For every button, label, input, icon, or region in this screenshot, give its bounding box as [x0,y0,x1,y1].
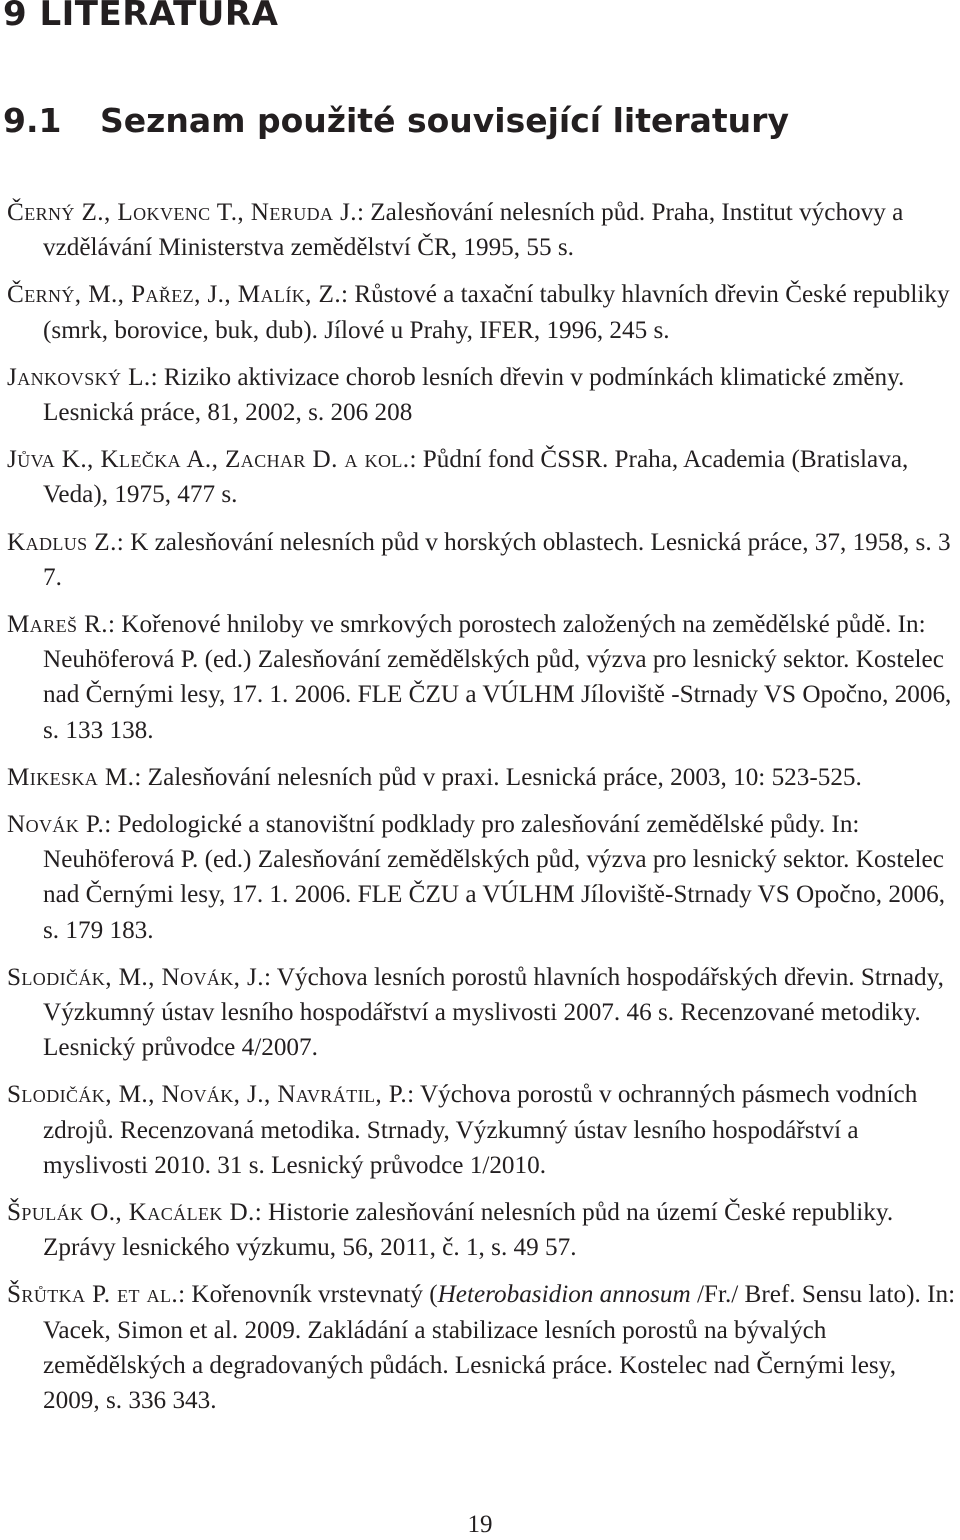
reference-text: : Kořenové hniloby ve smrkových porostech založených na zemědělské půdě. In: Neuhöferová P. (ed.) Zalesňování zemědělských půd, výzva pro lesnický sektor. Kostelec nad Černými lesy, 17. 1. 2006. FLE ČZU a VÚLHM Jíloviště -Strnady VS Opočno, 2006, s. 133 138. [43,611,952,744]
reference-authors: Novák P. [7,811,105,839]
reference-entry [7,760,957,795]
reference-text: : Pedologické a stanovištní podklady pro zalesňování zemědělské půdy. In: Neuhöferová P. (ed.) Zalesňování zemědělských půd, výzva pro lesnický sektor. Kostelec nad Černými lesy, 17. 1. 2006. FLE ČZU a VÚLHM Jíloviště-Strnady VS Opočno, 2006, s. 179 183. [43,811,946,944]
reference-text: : Kořenovník vrstevnatý ( [178,1281,438,1309]
reference-text: : K zalesňování nelesních půd v horských oblastech. Lesnická práce, 37, 1958, s. 3 7. [43,528,951,591]
reference-entry [7,195,957,265]
reference-text: : Zalesňování nelesních půd. Praha, Institut výchovy a vzdělávání Ministerstva zemědělství ČR, 1995, 55 s. [43,199,904,262]
section-title: Seznam použité související literatury [100,101,789,140]
reference-entry [7,807,957,948]
reference-entry [7,525,957,595]
page-number: 19 [467,1511,493,1538]
reference-entry [7,277,957,347]
reference-entry [7,1277,957,1418]
reference-authors: Špulák O., Kacálek D. [7,1199,255,1227]
reference-species-name: Heterobasidion annosum [437,1281,691,1309]
reference-entry [7,1077,957,1183]
section-heading [3,98,789,144]
reference-text: : Historie zalesňování nelesních půd na území České republiky. Zprávy lesnického výzkumu, 56, 2011, č. 1, s. 49 57. [43,1199,894,1262]
reference-authors: Slodičák, M., Novák, J., Navrátil, P. [7,1081,408,1109]
reference-text: /Fr./ Bref. Sensu lato). In: Vacek, Simon et al. 2009. Zakládání a stabilizace lesních porostů na bývalých zemědělských a degradovaných půdách. Lesnická práce. Kostelec nad Černými lesy, 2009, s. 336 343. [43,1281,956,1415]
reference-entry [7,360,957,430]
section-number: 9.1 [3,101,62,140]
reference-authors: Černý Z., Lokvenc T., Neruda J. [7,199,357,226]
reference-authors: Jankovský L. [7,363,151,391]
reference-entry [7,442,957,512]
reference-list [7,195,957,1430]
reference-authors: Mikeska M. [7,763,135,791]
reference-authors: Kadlus Z. [7,528,117,556]
reference-authors: Mareš R. [7,611,109,639]
reference-entry [7,960,957,1066]
reference-text: : Zalesňování nelesních půd v praxi. Lesnická práce, 2003, 10: 523-525. [134,763,862,791]
reference-entry [7,607,957,748]
reference-authors: Slodičák, M., Novák, J. [7,963,264,991]
reference-text: : Výchova porostů v ochranných pásmech vodních zdrojů. Recenzovaná metodika. Strnady, Výzkumný ústav lesního hospodářství a myslivosti 2010. 31 s. Lesnický průvodce 1/2010. [43,1081,918,1179]
reference-text: : Půdní fond ČSSR. Praha, Academia (Bratislava, Veda), 1975, 477 s. [43,446,909,509]
reference-authors: Jůva K., Klečka A., Zachar D. a kol. [7,446,410,474]
reference-authors: Černý, M., Pařez, J., Malík, Z. [7,281,342,309]
reference-entry [7,1195,957,1265]
reference-authors: Šrůtka P. et al. [7,1281,179,1309]
reference-text: : Růstové a taxační tabulky hlavních dřevin České republiky (smrk, borovice, buk, dub). Jílové u Prahy, IFER, 1996, 245 s. [43,281,950,344]
chapter-heading: 9 LITERATURA [3,0,279,34]
reference-text: : Riziko aktivizace chorob lesních dřevin v podmínkách klimatické změny. Lesnická práce, 81, 2002, s. 206 208 [43,363,905,427]
reference-text: : Výchova lesních porostů hlavních hospodářských dřevin. Strnady, Výzkumný ústav lesního hospodářství a myslivosti 2007. 46 s. Recenzované metodiky. Lesnický průvodce 4/2007. [43,963,944,1062]
